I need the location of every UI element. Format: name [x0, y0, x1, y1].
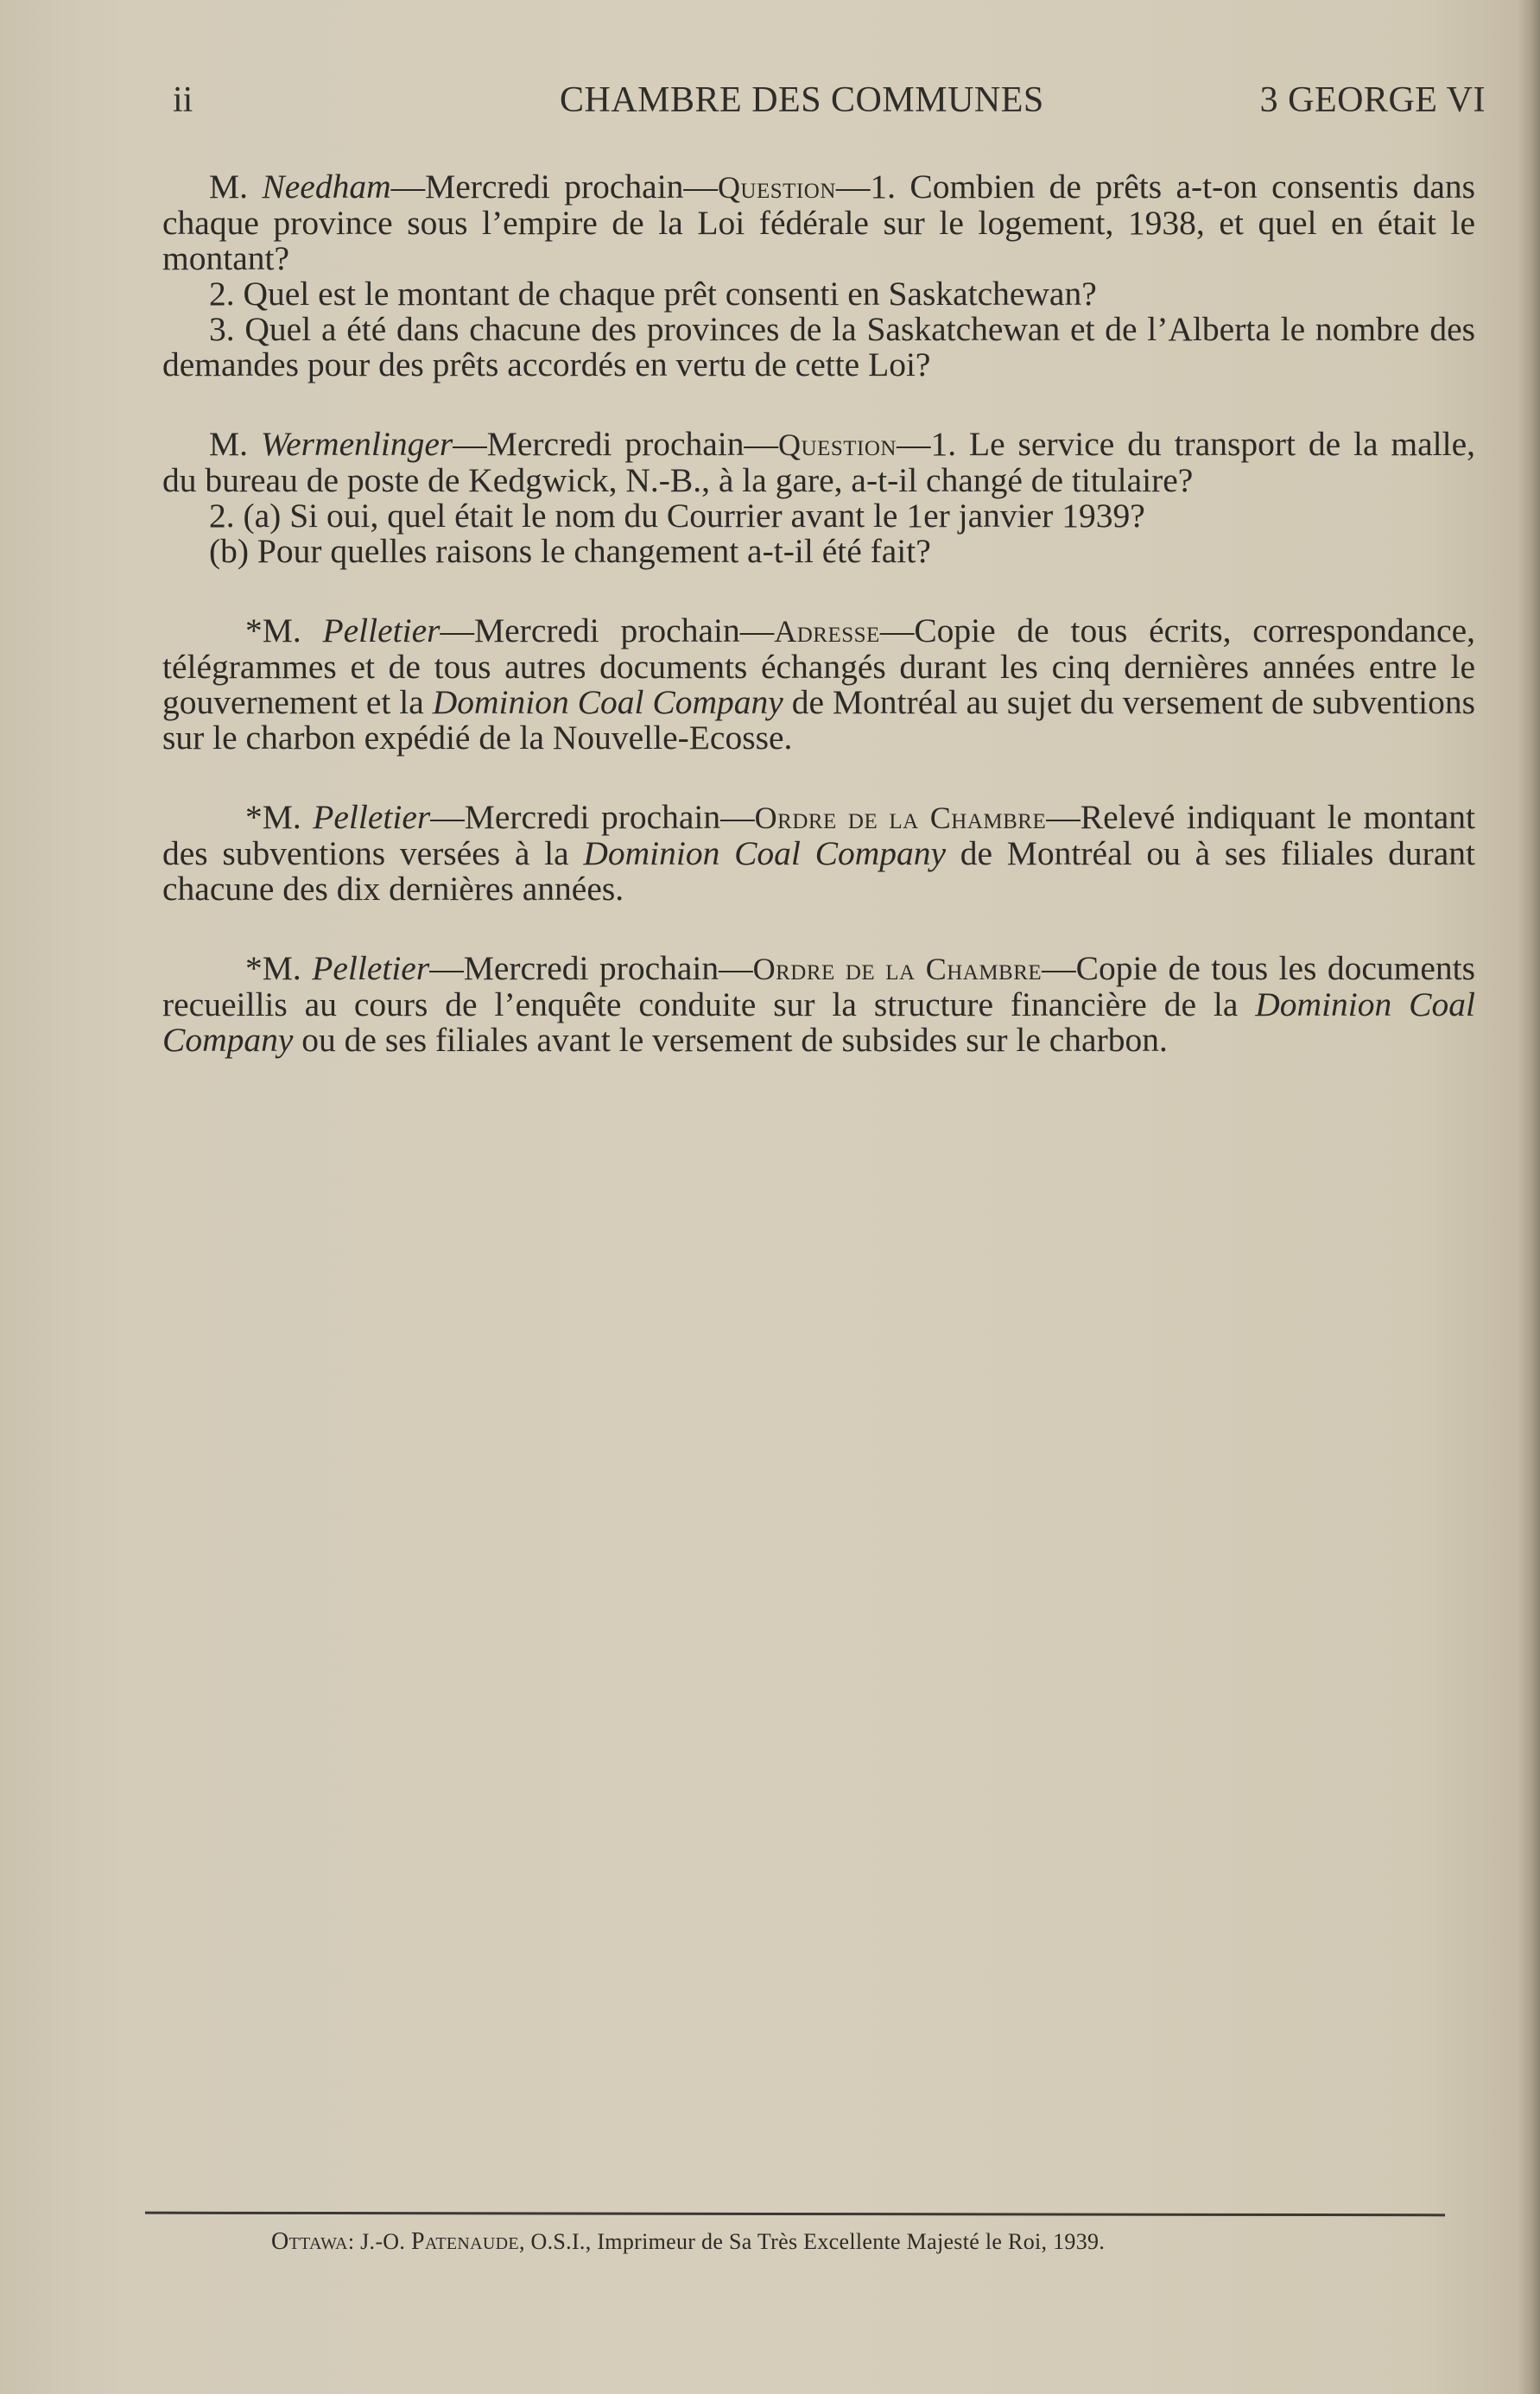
notice-kind: Adresse: [774, 614, 880, 649]
notice-entry: [162, 169, 1475, 383]
imprint-city: Ottawa: [271, 2228, 348, 2255]
notice-paragraph: *M. Pelletier—Mercredi prochain—Ordre de la Chambre—Relevé indiquant le montant des subventions versées à la Dominion Coal Company de Montréal ou à ses filiales durant chacune des dix dernières années.: [162, 798, 1476, 908]
page-folio: ii: [173, 80, 193, 120]
regnal-year: 3 GEORGE VI: [1259, 80, 1486, 120]
member-name: Needham: [262, 168, 391, 206]
notice-entry: [162, 427, 1475, 569]
notice-paragraph: 2. (a) Si oui, quel était le nom du Courrier avant le 1er janvier 1939?: [209, 497, 1145, 535]
notice-kind: Question: [778, 428, 897, 462]
notice-paragraph: *M. Pelletier—Mercredi prochain—Adresse—Copie de tous écrits, correspondance, télégrammes et de tous autres documents échangés durant les cinq dernières années entre le gouvernement et la Dominion Coal Company de Montréal au sujet du versement de subventions sur le charbon expédié de la Nouvelle-Ecosse.: [162, 611, 1475, 757]
running-head: [173, 79, 1486, 131]
notice-paragraph: M. Needham—Mercredi prochain—Question—1. Combien de prêts a-t-on consentis dans chaque province sous l’empire de la Loi fédérale sur le logement, 1938, et quel en était le montant?: [162, 168, 1475, 277]
notice-paragraph: (b) Pour quelles raisons le changement a-t-il été fait?: [209, 532, 931, 570]
company-name: Dominion Coal Company: [432, 683, 783, 721]
imprint-printer: Patenaude: [411, 2228, 519, 2255]
notice-paragraph: *M. Pelletier—Mercredi prochain—Ordre de la Chambre—Copie de tous les documents recueillis au cours de l’enquête conduite sur la structure financière de la Dominion Coal Company ou de ses filiales avant le versement de subsides sur le charbon.: [162, 949, 1475, 1059]
page-edge-shadow: [1518, 0, 1540, 2394]
notice-paragraph: 2. Quel est le montant de chaque prêt consenti en Saskatchewan?: [209, 275, 1097, 313]
member-name: Pelletier: [313, 798, 431, 836]
notice-entry: [162, 800, 1475, 907]
notice-kind: Ordre de la Chambre: [754, 801, 1047, 835]
notice-paragraph: M. Wermenlinger—Mercredi prochain—Question—1. Le service du transport de la malle, du bureau de poste de Kedgwick, N.-B., à la gare, a-t-il changé de titulaire?: [162, 425, 1475, 499]
notices-body: [162, 169, 1475, 1102]
notice-paragraph: 3. Quel a été dans chacune des provinces de la Saskatchewan et de l’Alberta le nombre des demandes pour des prêts accordés en vertu de cette Loi?: [162, 310, 1475, 383]
journal-title: CHAMBRE DES COMMUNES: [560, 80, 1044, 120]
notice-entry: [162, 613, 1475, 756]
imprint-rule: [145, 2212, 1445, 2217]
member-name: Wermenlinger: [260, 425, 453, 463]
company-name: Dominion Coal Company: [162, 985, 1475, 1059]
company-name: Dominion Coal Company: [583, 834, 947, 872]
notice-kind: Question: [717, 170, 836, 205]
member-name: Pelletier: [312, 949, 430, 987]
printer-imprint: Ottawa: J.-O. Patenaude, O.S.I., Imprimeur de Sa Très Excellente Majesté le Roi, 1939.: [271, 2228, 1106, 2255]
notice-entry: [162, 951, 1475, 1058]
member-name: Pelletier: [322, 611, 440, 649]
notice-kind: Ordre de la Chambre: [752, 952, 1043, 986]
